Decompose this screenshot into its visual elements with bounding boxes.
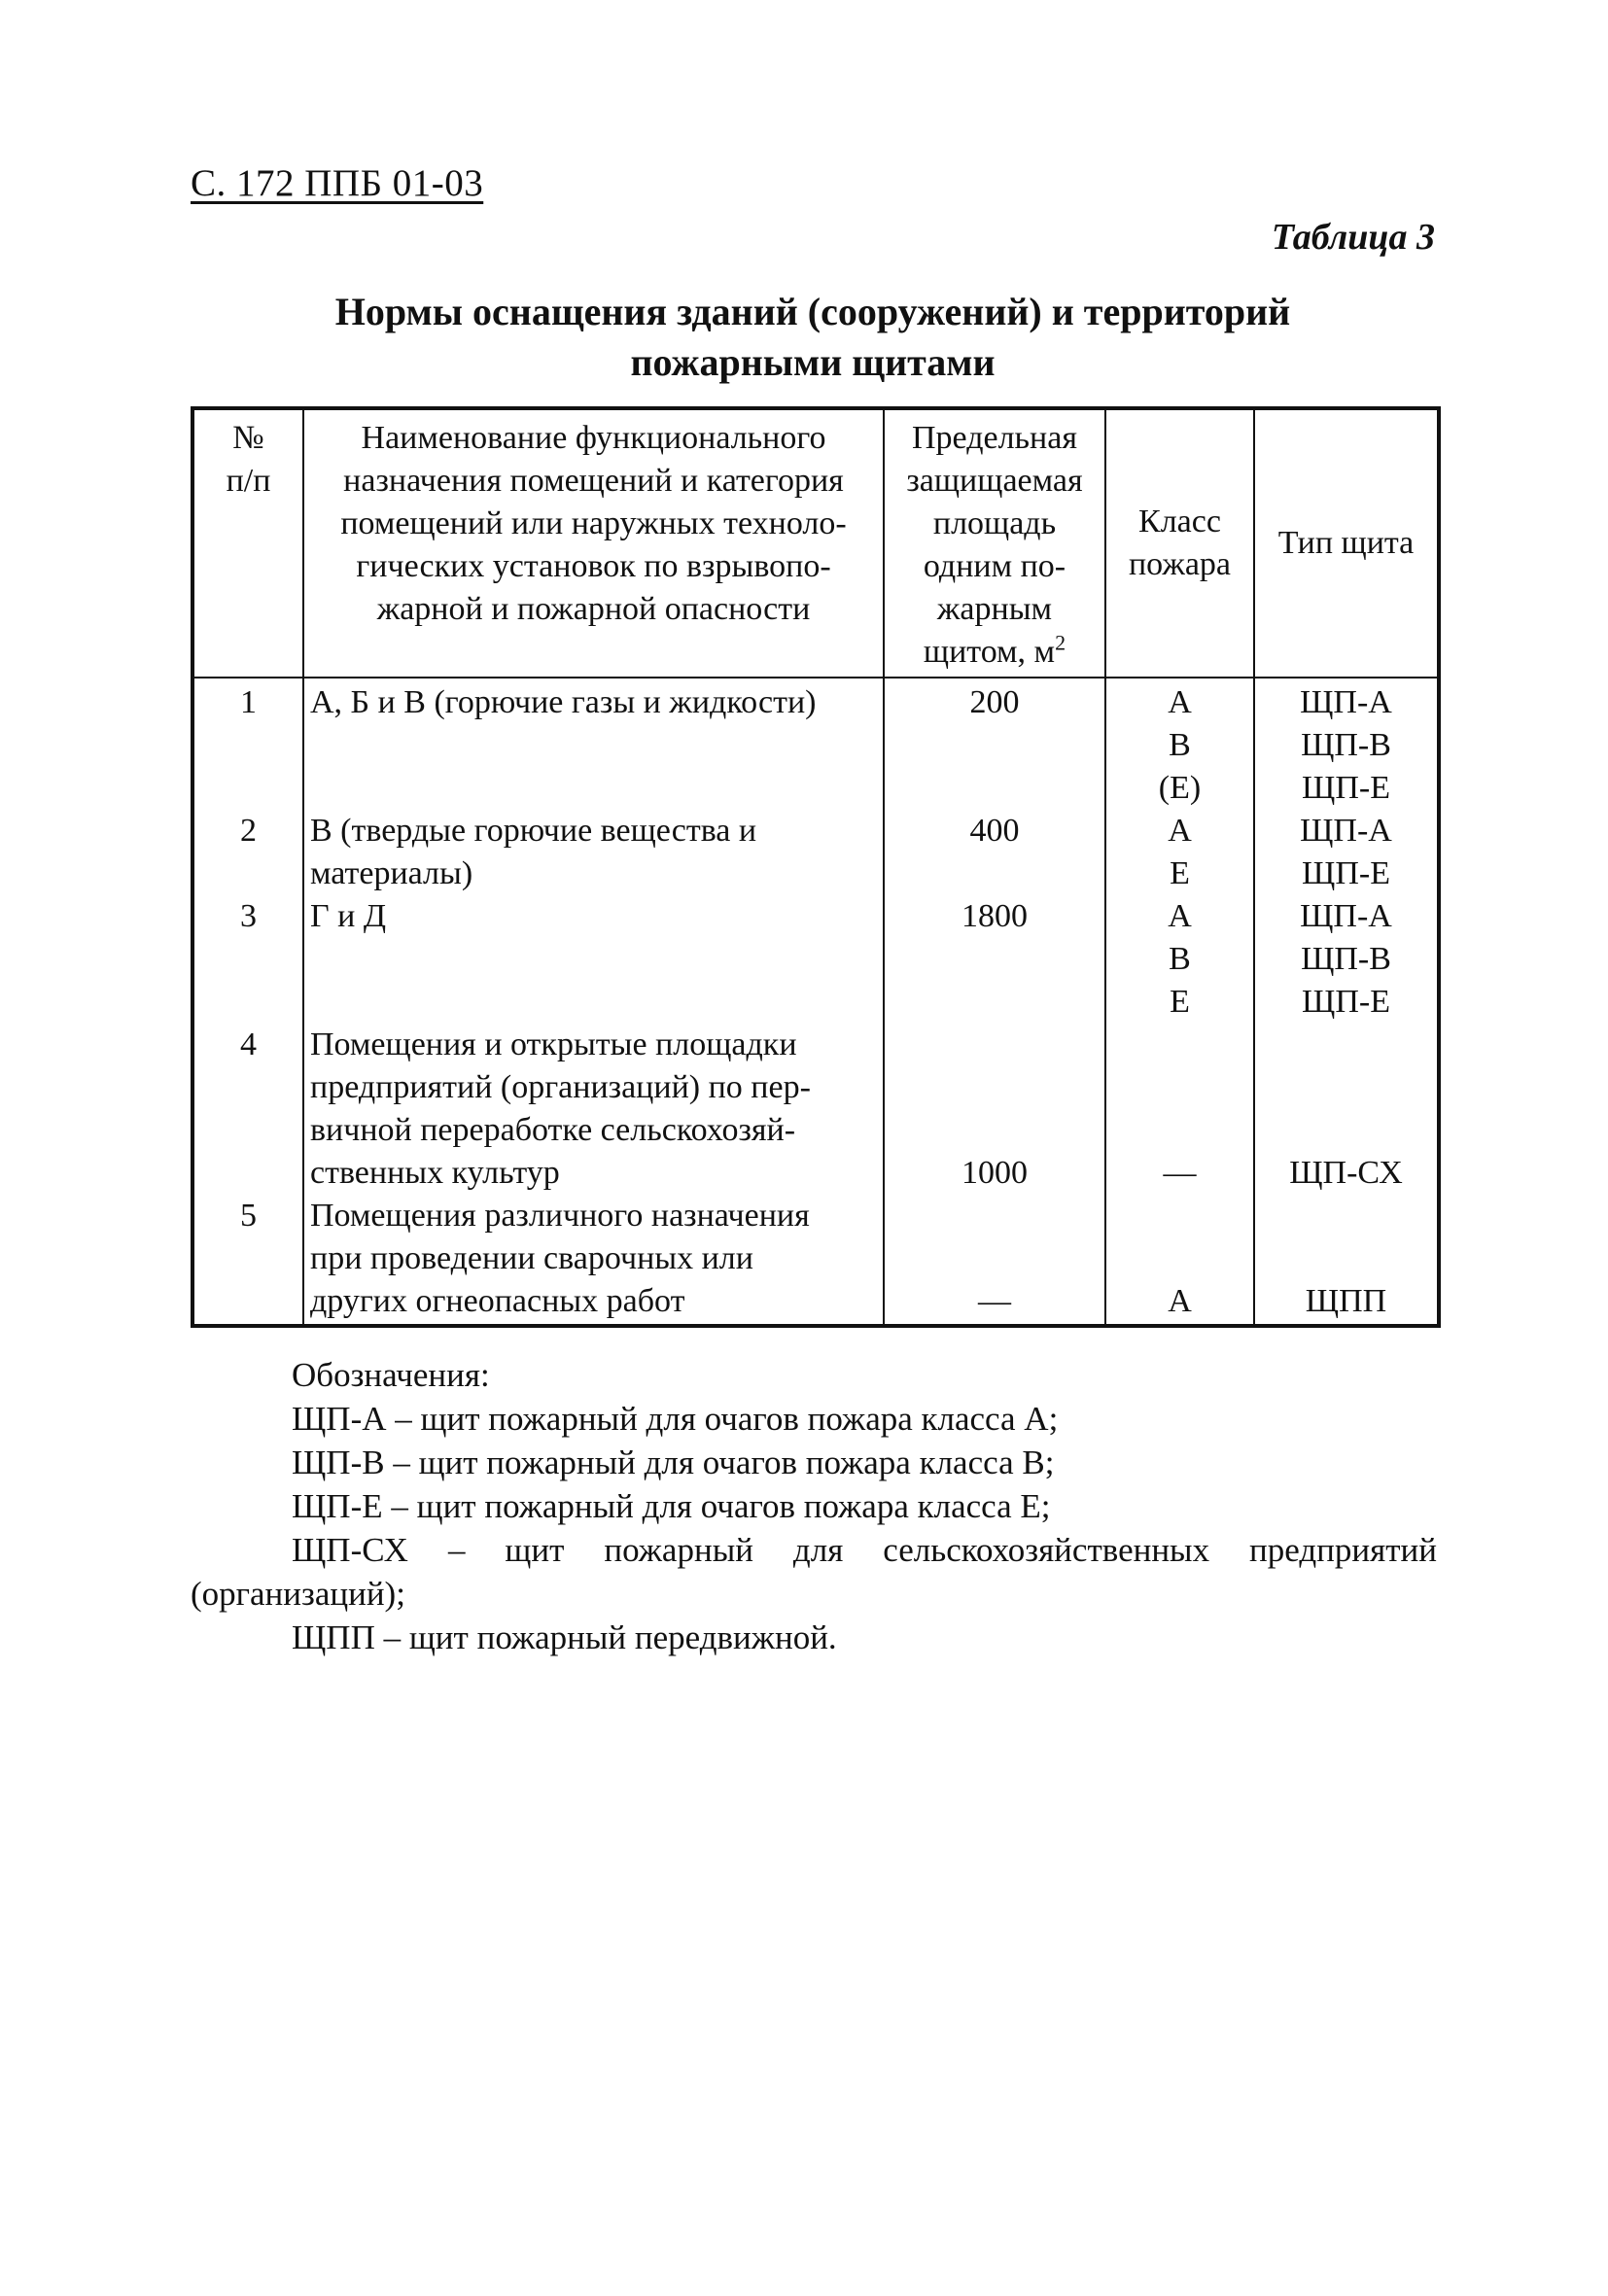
table-cell-class: А (1168, 1283, 1192, 1319)
table-cell-num (198, 768, 298, 811)
table-title (191, 287, 1435, 388)
legend (191, 1353, 1437, 1659)
header-type-line: Тип щита (1277, 525, 1415, 561)
table-cell-area: — (978, 1283, 1011, 1319)
table-cell-name: Помещения различного назначения (310, 1198, 810, 1234)
table-body-row (192, 678, 1439, 1326)
header-area-line: площадь (932, 505, 1057, 541)
table-cell-class: В (1169, 727, 1191, 763)
header-num-line: № (232, 420, 264, 456)
header-name-line: гических установок по взрывопо- (356, 548, 831, 584)
table-cell-class (1110, 1110, 1249, 1153)
table-cell-class: А (1168, 684, 1192, 720)
table-cell-name: вичной переработке сельскохозяй- (310, 1112, 796, 1148)
table-cell-name: материалы) (310, 855, 473, 891)
table-cell-num (198, 1067, 298, 1110)
header-name-line: назначения помещений и категория (343, 463, 844, 499)
header-area-line: защищаемая (906, 463, 1083, 499)
table-cell-name: предприятий (организаций) по пер- (310, 1069, 811, 1105)
table-number-label: Таблица 3 (1271, 217, 1435, 258)
table-cell-type (1259, 1025, 1433, 1067)
table-cell-type: ЩП-А (1300, 898, 1392, 934)
table-cell-class: А (1168, 898, 1192, 934)
table-cell-name: ственных культур (310, 1155, 560, 1191)
table-cell-num: 2 (240, 813, 257, 849)
table-cell-class (1110, 1238, 1249, 1281)
table-cell-type (1259, 1110, 1433, 1153)
page-header-reference: С. 172 ППБ 01-03 (191, 162, 484, 204)
table-cell-class: В (1169, 941, 1191, 977)
legend-item: ЩП-Е – щит пожарный для очагов пожара класса Е; (292, 1487, 1051, 1525)
table-cell-type: ЩП-А (1300, 813, 1392, 849)
table-header-row (192, 408, 1439, 678)
table-cell-class: (Е) (1158, 770, 1202, 806)
legend-item-sx-continuation: (организаций); (191, 1575, 405, 1613)
header-class-line: Класс (1138, 504, 1221, 539)
table-cell-class: Е (1170, 984, 1190, 1020)
table-cell-area (889, 1067, 1101, 1110)
table-cell-name: при проведении сварочных или (310, 1240, 753, 1276)
table-cell-name (310, 939, 879, 982)
table-cell-area (889, 853, 1101, 896)
table-cell-num (198, 1238, 298, 1281)
table-cell-num: 3 (240, 898, 257, 934)
table-cell-area: 1800 (961, 898, 1028, 934)
column-num (192, 678, 303, 1326)
header-type (1254, 408, 1439, 678)
table-cell-type: ЩП-Е (1302, 855, 1390, 891)
header-num-line: п/п (226, 463, 271, 499)
header-area (884, 408, 1105, 678)
table-cell-class (1110, 1196, 1249, 1238)
column-area (884, 678, 1105, 1326)
table-cell-num (198, 982, 298, 1025)
legend-heading: Обозначения: (292, 1356, 490, 1394)
header-area-line (889, 632, 1101, 675)
legend-item: ЩП-В – щит пожарный для очагов пожара класса В; (292, 1444, 1055, 1481)
header-area-unit: щитом, м (923, 634, 1056, 670)
norms-table (191, 406, 1441, 1328)
header-area-line: жарным (936, 591, 1053, 627)
header-class-line: пожара (1128, 546, 1232, 582)
header-num (192, 408, 303, 678)
header-name-line: помещений или наружных техноло- (340, 505, 847, 541)
table-cell-name: Г и Д (310, 898, 387, 934)
table-cell-num (198, 725, 298, 768)
column-class (1105, 678, 1254, 1326)
table-cell-name: Помещения и открытые площадки (310, 1026, 797, 1062)
table-cell-type: ЩПП (1305, 1283, 1387, 1319)
table-title-line-1: Нормы оснащения зданий (сооружений) и территорий (334, 290, 1291, 333)
header-name-line: Наименование функционального (361, 420, 826, 456)
table-cell-num (198, 939, 298, 982)
header-area-line: одним по- (923, 548, 1066, 584)
table-cell-num (198, 1110, 298, 1153)
table-cell-type: ЩП-Е (1302, 984, 1390, 1020)
legend-item-sx: ЩП-СХ – щит пожарный для сельскохозяйственных предприятий (292, 1531, 1437, 1569)
column-type (1254, 678, 1439, 1326)
table-cell-name: В (твердые горючие вещества и (310, 813, 757, 849)
table-cell-class: А (1168, 813, 1192, 849)
table-cell-type: ЩП-В (1301, 727, 1391, 763)
table-cell-name: А, Б и В (горючие газы и жидкости) (310, 684, 817, 720)
table-cell-area: 1000 (961, 1155, 1028, 1191)
table-cell-num (198, 1153, 298, 1196)
header-class (1105, 408, 1254, 678)
header-area-superscript: 2 (1055, 630, 1066, 655)
table-cell-num (198, 853, 298, 896)
table-cell-class: — (1163, 1155, 1197, 1191)
table-cell-type: ЩП-А (1300, 684, 1392, 720)
table-cell-num: 4 (240, 1026, 257, 1062)
table-cell-num (198, 1281, 298, 1324)
table-cell-area (889, 982, 1101, 1025)
table-cell-type: ЩП-Е (1302, 770, 1390, 806)
header-name (303, 408, 884, 678)
table-cell-area (889, 1110, 1101, 1153)
column-name (303, 678, 884, 1326)
table-cell-name: других огнеопасных работ (310, 1283, 685, 1319)
table-title-line-2: пожарными щитами (630, 340, 996, 384)
norms-table-container (191, 406, 1437, 1319)
table-cell-area: 400 (969, 813, 1020, 849)
table-cell-class (1110, 1025, 1249, 1067)
table-cell-area (889, 725, 1101, 768)
header-area-line: Предельная (912, 420, 1077, 456)
table-cell-class: Е (1170, 855, 1190, 891)
legend-item: ЩП-А – щит пожарный для очагов пожара класса А; (292, 1400, 1059, 1438)
table-cell-type (1259, 1067, 1433, 1110)
table-cell-num: 1 (240, 684, 257, 720)
table-cell-name (310, 982, 879, 1025)
table-cell-area (889, 1196, 1101, 1238)
table-cell-class (1110, 1067, 1249, 1110)
table-cell-name (310, 768, 879, 811)
legend-item-last: ЩПП – щит пожарный передвижной. (292, 1618, 837, 1656)
table-cell-area: 200 (969, 684, 1020, 720)
table-cell-area (889, 1025, 1101, 1067)
table-cell-type (1259, 1196, 1433, 1238)
table-cell-area (889, 939, 1101, 982)
header-name-line: жарной и пожарной опасности (376, 591, 811, 627)
table-cell-name (310, 725, 879, 768)
table-cell-num: 5 (240, 1198, 257, 1234)
table-cell-area (889, 768, 1101, 811)
table-cell-area (889, 1238, 1101, 1281)
table-cell-type: ЩП-В (1301, 941, 1391, 977)
table-cell-type (1259, 1238, 1433, 1281)
table-cell-type: ЩП-СХ (1289, 1155, 1403, 1191)
